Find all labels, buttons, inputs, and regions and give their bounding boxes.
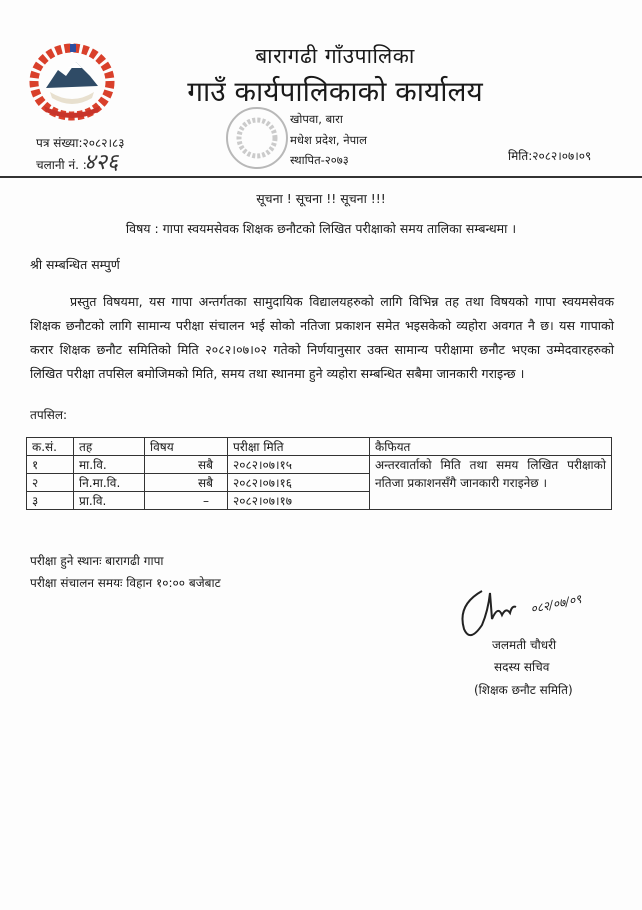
cell-remarks: अन्तरवार्ताको मिति तथा समय लिखित परीक्षाको नतिजा प्रकाशनसँगै जानकारी गराइनेछ ।	[370, 456, 612, 510]
header-sn: क.सं.	[27, 438, 74, 456]
exam-venue: परीक्षा हुने स्थानः बारागढी गापा	[30, 554, 164, 568]
notice-body: प्रस्तुत विषयमा, यस गापा अन्तर्गतका सामुदायिक विद्यालयहरुको लागि विभिन्न तह तथा विषयको गापा स्वयमसेवक शिक्षक छनौटको लागि सामान्य परीक्षा संचालन भई सोको नतिजा प्रकाशन समेत भइसकेको व्यहोरा अवगत नै छ। यस गापाको करार शिक्षक छनौट समितिको मिति २०८२।०७।०२ गतेको निर्णयानुसार उक्त सामान्य परीक्षामा छनौट भएका उम्मेदवारहरुको लिखित परीक्षा तपसिल बमोजिमको मिति, समय तथा स्थानमा हुने व्यहोरा सम्बन्धित सबैमा जानकारी गराइन्छ ।	[30, 294, 614, 381]
cell-level: नि.मा.वि.	[74, 474, 145, 492]
cell-date: २०८२।०७।१७	[228, 492, 370, 510]
cell-sn: १	[27, 456, 74, 474]
cell-subject: सबै	[145, 474, 228, 492]
exam-schedule-table	[26, 437, 612, 510]
letter-date: मिति:२०८२।०७।०९	[508, 149, 592, 163]
header-level: तह	[74, 438, 145, 456]
signatory-designation: सदस्य सचिव	[494, 660, 550, 674]
details-label: तपसिल:	[30, 408, 68, 422]
municipality-name: बारागढी गाँउपालिका	[255, 44, 415, 68]
cell-sn: ३	[27, 492, 74, 510]
table-header-row	[27, 438, 612, 456]
salutation: श्री सम्बन्धित सम्पुर्ण	[30, 257, 120, 272]
header-remarks: कैफियत	[370, 438, 612, 456]
header-subject: विषय	[145, 438, 228, 456]
letter-number: पत्र संख्या:२०८२।८३	[36, 136, 125, 150]
cell-subject: –	[145, 492, 228, 510]
cell-date: २०८२।०७।१६	[228, 474, 370, 492]
cell-date: २०८२।०७।१५	[228, 456, 370, 474]
dispatch-number-label: चलानी नं. :	[36, 158, 87, 172]
dispatch-number-handwritten: ४२६	[84, 150, 119, 175]
header-exam-date: परीक्षा मिति	[228, 438, 370, 456]
signatory-committee: (शिक्षक छनौट समिति)	[474, 683, 573, 697]
cell-sn: २	[27, 474, 74, 492]
address-line-3: स्थापित-२०७३	[290, 153, 349, 167]
notice-heading: सूचना ! सूचना !! सूचना !!!	[256, 191, 386, 206]
exam-time: परीक्षा संचालन समयः विहान १०:०० बजेबाट	[30, 576, 221, 590]
address-line-1: खोपवा, बारा	[290, 112, 343, 126]
signatory-name: जलमती चौधरी	[492, 638, 557, 652]
notice-subject: विषय : गापा स्वयमसेवक शिक्षक छनौटको लिखित परीक्षाको समय तालिका सम्बन्धमा ।	[125, 221, 517, 236]
cell-level: मा.वि.	[74, 456, 145, 474]
office-name: गाउँ कार्यपालिकाको कार्यालय	[187, 75, 483, 108]
address-line-2: मधेश प्रदेश, नेपाल	[290, 133, 367, 147]
cell-subject: सबै	[145, 456, 228, 474]
cell-level: प्रा.वि.	[74, 492, 145, 510]
signature-date: ०८२/०७/०९	[529, 591, 583, 617]
table-row	[27, 456, 612, 474]
header-divider	[0, 176, 642, 178]
office-stamp-icon	[222, 104, 292, 172]
